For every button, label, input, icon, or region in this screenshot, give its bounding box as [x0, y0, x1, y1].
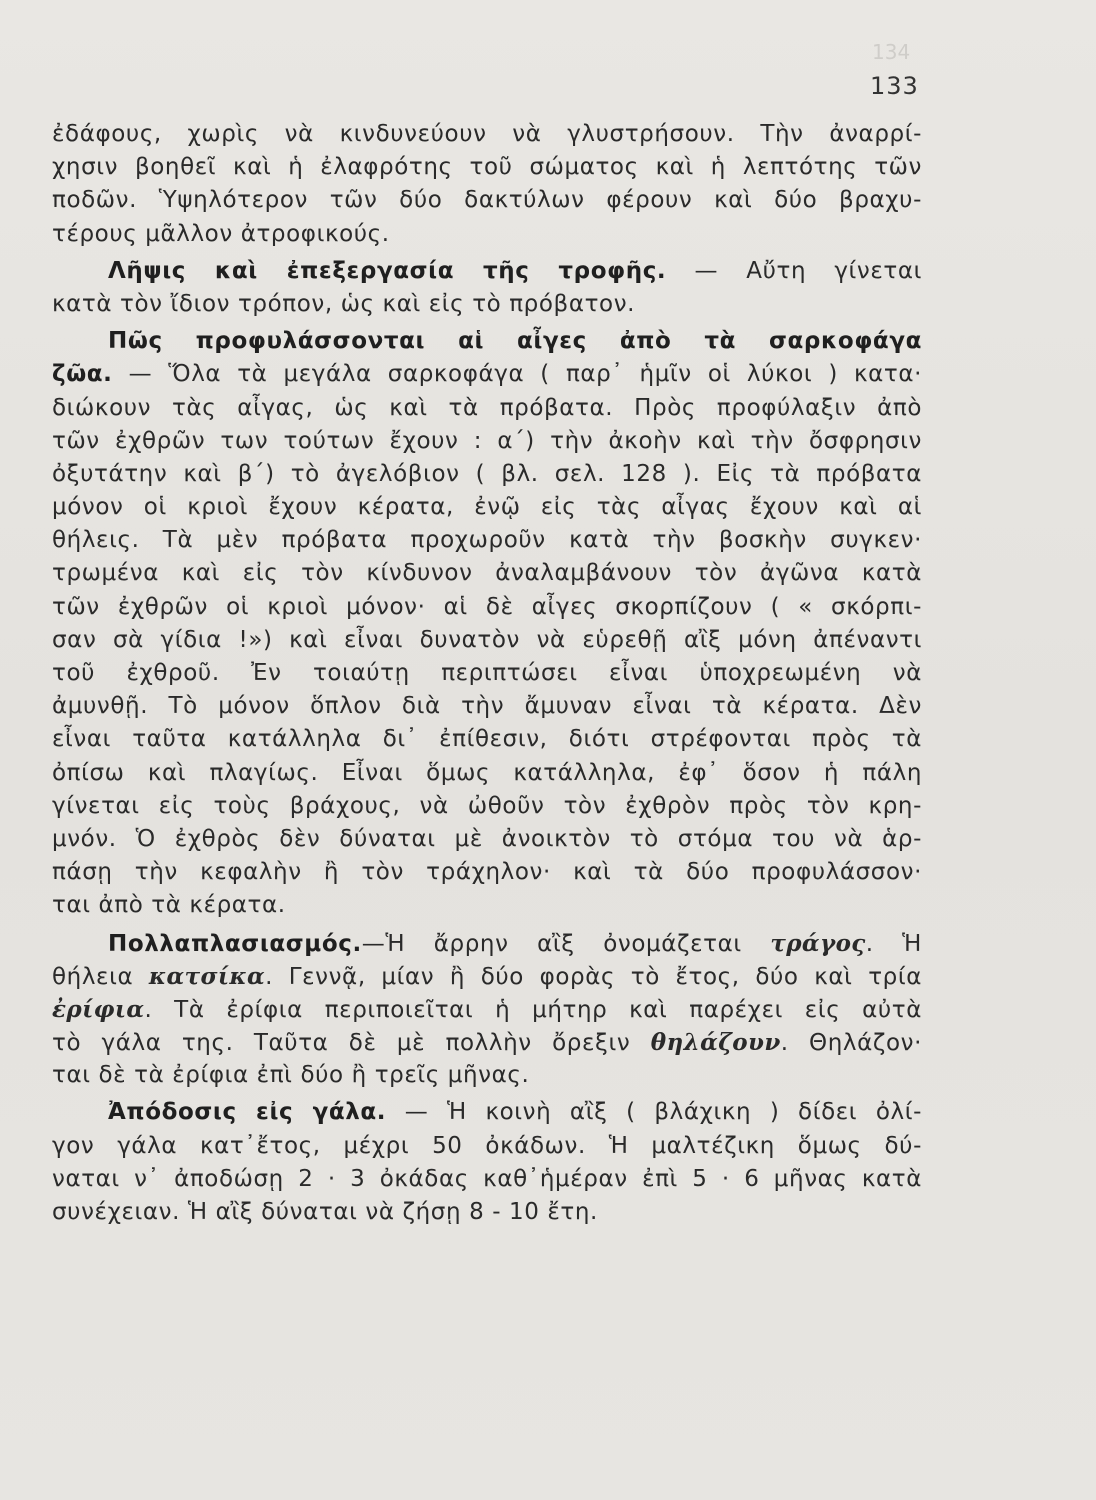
text-line: τέρους μᾶλλον ἀτροφικούς. [52, 220, 390, 247]
term-emphasis: θηλάζουν [650, 1029, 781, 1057]
text-line: ναται ν᾽ ἀποδώσῃ 2 · 3 ὀκάδας καθ᾽ἡμέραν ἐπὶ 5 · 6 μῆνας κατὰ [52, 1165, 922, 1192]
text-line: ἐδάφους, χωρὶς νὰ κινδυνεύουν νὰ γλυστρήσουν. Τὴν ἀναρρί- [52, 121, 922, 147]
text-line: τῶν ἐχθρῶν οἱ κριοὶ μόνον· αἱ δὲ αἶγες σκορπίζουν ( « σκόρπι- [52, 593, 922, 620]
section-text: . Θηλάζον· [780, 1030, 922, 1057]
text-line: κατὰ τὸν ἴδιον τρόπον, ὡς καὶ εἰς τὸ πρόβατον. [52, 290, 636, 317]
section-text: —Ἡ ἄρρην αἲξ ὀνομάζεται [361, 930, 742, 957]
text-line: διώκουν τὰς αἶγας, ὡς καὶ τὰ πρόβατα. Πρὸς προφύλαξιν ἀπὸ [52, 394, 922, 421]
text-line: τῶν ἐχθρῶν των τούτων ἔχουν : α΄) τὴν ἀκοὴν καὶ τὴν ὄσφρησιν [52, 427, 922, 454]
section-heading: Πῶς προφυλάσσονται αἱ αἶγες ἀπὸ τὰ σαρκοφάγα [108, 328, 922, 355]
text-line [52, 960, 922, 993]
section-first-line [52, 927, 922, 960]
text-line: γον γάλα κατ᾽ἔτος, μέχρι 50 ὀκάδων. Ἡ μαλτέζικη ὅμως δύ- [52, 1132, 922, 1159]
text-line [52, 993, 922, 1026]
bleed-through-page-number: 134 [872, 40, 911, 64]
section-first-line [52, 1096, 922, 1129]
section-first-line [52, 358, 922, 391]
text-line: ποδῶν. Ὑψηλότερον τῶν δύο δακτύλων φέρουν καὶ δύο βραχυ- [52, 187, 922, 214]
text-line: ται ἀπὸ τὰ κέρατα. [52, 892, 286, 919]
text-line: εἶναι ταῦτα κατάλληλα δι᾽ ἐπίθεσιν, διότι στρέφονται πρὸς τὰ [52, 726, 922, 753]
text-line: τρωμένα καὶ εἰς τὸν κίνδυνον ἀναλαμβάνουν τὸν ἀγῶνα κατὰ [52, 560, 922, 587]
section-first-line [52, 255, 922, 288]
page-body [52, 118, 922, 1229]
section-text: — Ἡ κοινὴ αἲξ ( βλάχικη ) δίδει ὀλί- [404, 1099, 922, 1126]
term-emphasis: ἐρίφια [52, 995, 145, 1023]
text-line: θήλεις. Τὰ μὲν πρόβατα προχωροῦν κατὰ τὴν βοσκὴν συγκεν· [52, 527, 922, 554]
text-line: συνέχειαν. Ἡ αἲξ δύναται νὰ ζήσῃ 8 - 10 ἔτη. [52, 1199, 598, 1225]
text-line: ὀξυτάτην καὶ β΄) τὸ ἀγελόβιον ( βλ. σελ. 128 ). Εἰς τὰ πρόβατα [52, 460, 922, 487]
section-heading: Πολλαπλασιασμός. [108, 930, 362, 957]
section-text: . Ἡ [865, 930, 922, 957]
section-text: — Ὅλα τὰ μεγάλα σαρκοφάγα ( παρ᾽ ἡμῖν οἱ λύκοι ) κατα· [128, 361, 922, 388]
section-text: θήλεια [52, 963, 134, 990]
text-line [52, 1026, 922, 1059]
text-line: τοῦ ἐχθροῦ. Ἐν τοιαύτῃ περιπτώσει εἶναι ὑποχρεωμένη νὰ [52, 660, 922, 686]
section-heading-end: ζῶα. [52, 361, 113, 388]
term-emphasis: κατσίκα [148, 962, 266, 990]
section-text: τὸ γάλα της. Ταῦτα δὲ μὲ πολλὴν ὄρεξιν [52, 1030, 631, 1057]
text-line: πάσῃ τὴν κεφαλὴν ἢ τὸν τράχηλον· καὶ τὰ δύο προφυλάσσον· [52, 859, 922, 886]
section-heading: Ἀπόδοσις εἰς γάλα. [108, 1099, 387, 1126]
section-text: . Τὰ ἐρίφια περιποιεῖται ἡ μήτηρ καὶ παρέχει εἰς αὐτὰ [144, 996, 922, 1023]
section-heading: Λῆψις καὶ ἐπεξεργασία τῆς τροφῆς. [108, 257, 667, 284]
section-text: . Γεννᾷ, μίαν ἢ δύο φορὰς τὸ ἔτος, δύο καὶ τρία [265, 963, 922, 990]
text-line: γίνεται εἰς τοὺς βράχους, νὰ ὠθοῦν τὸν ἐχθρὸν πρὸς τὸν κρη- [52, 792, 922, 819]
text-line: μόνον οἱ κριοὶ ἔχουν κέρατα, ἐνῷ εἰς τὰς αἶγας ἔχουν καὶ αἱ [52, 494, 922, 521]
term-emphasis: τράγος [770, 929, 866, 957]
section-text: — Αὔτη γίνεται [694, 257, 922, 284]
text-line: ὀπίσω καὶ πλαγίως. Εἶναι ὅμως κατάλληλα, ἐφ᾽ ὅσον ἡ πάλη [52, 759, 922, 786]
section-heading-line [52, 325, 922, 358]
text-line: σαν σὰ γίδια !») καὶ εἶναι δυνατὸν νὰ εὑρεθῇ αἲξ μόνη ἀπέναντι [52, 626, 922, 653]
page-number: 133 [870, 72, 919, 100]
text-line: μνόν. Ὁ ἐχθρὸς δὲν δύναται μὲ ἀνοικτὸν τὸ στόμα του νὰ ἁρ- [52, 825, 922, 852]
text-line: ἀμυνθῇ. Τὸ μόνον ὅπλον διὰ τὴν ἄμυναν εἶναι τὰ κέρατα. Δὲν [52, 693, 922, 720]
text-line: ται δὲ τὰ ἐρίφια ἐπὶ δύο ἢ τρεῖς μῆνας. [52, 1062, 530, 1089]
text-line: χησιν βοηθεῖ καὶ ἡ ἐλαφρότης τοῦ σώματος καὶ ἡ λεπτότης τῶν [52, 154, 922, 181]
